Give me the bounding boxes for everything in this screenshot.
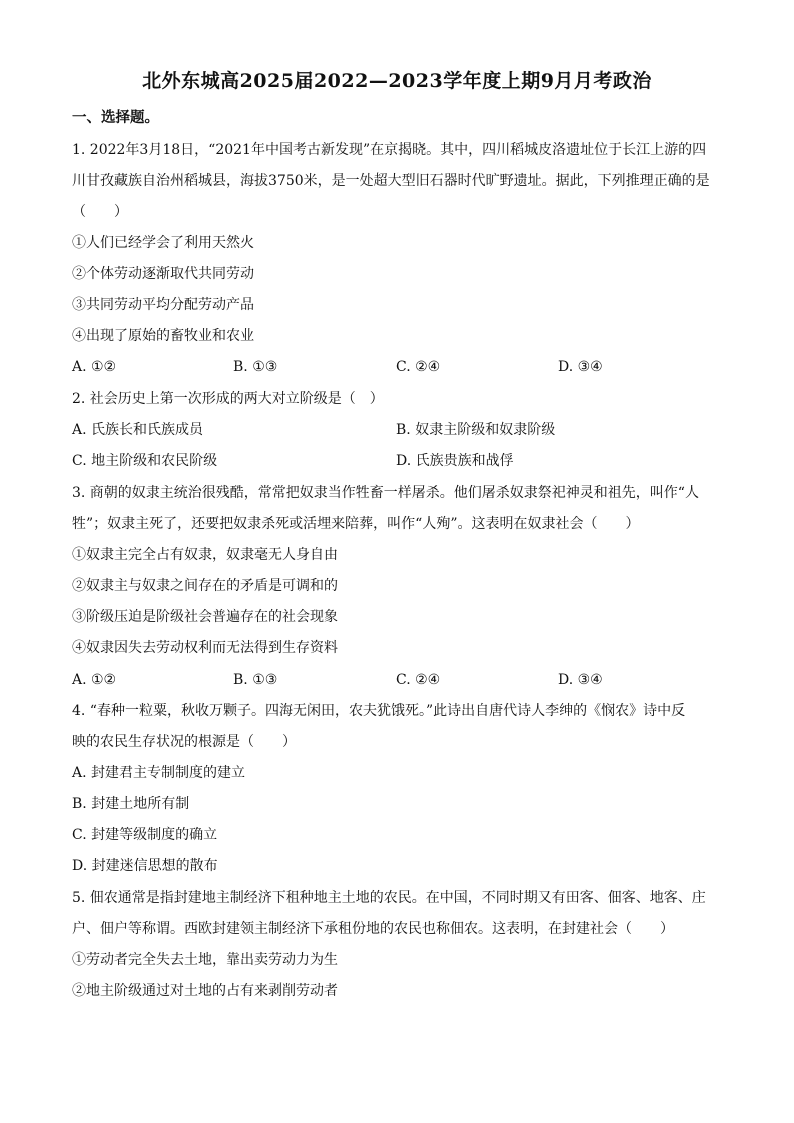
q1-statement-1: ①人们已经学会了利用天然火 [72, 235, 254, 251]
q4-option-c: C. 封建等级制度的确立 [72, 827, 218, 843]
q4-option-d: D. 封建迷信思想的散布 [72, 858, 218, 874]
q5-statement-1: ①劳动者完全失去土地，靠出卖劳动力为生 [72, 952, 338, 968]
q3-option-d: D. ③④ [558, 672, 603, 688]
q1-option-a: A. ①② [72, 359, 117, 375]
q5-stem-line-2: 户、佃户等称谓。西欧封建领主制经济下承租份地的农民也称佃农。这表明，在封建社会（ ） [72, 921, 674, 937]
q1-stem-line-3: （ ） [72, 204, 128, 220]
section-heading: 一、选择题。 [72, 109, 159, 126]
q1-stem-line-1: 1. 2022年3月18日，“2021年中国考古新发现”在京揭晓。其中，四川稻城皮洛遗址位于长江上游的四 [72, 142, 707, 158]
q5-stem-line-1: 5. 佃农通常是指封建地主制经济下租种地主土地的农民。在中国，不同时期又有田客、佃客、地客、庄 [72, 890, 706, 906]
q2-option-b: B. 奴隶主阶级和奴隶阶级 [396, 422, 556, 438]
q1-statement-2: ②个体劳动逐渐取代共同劳动 [72, 266, 254, 282]
q1-statement-4: ④出现了原始的畜牧业和农业 [72, 328, 254, 344]
page-title: 北外东城高2025届2022—2023学年度上期9月月考政治 [142, 70, 652, 92]
q3-stem-line-1: 3. 商朝的奴隶主统治很残酷，常常把奴隶当作牲畜一样屠杀。他们屠杀奴隶祭祀神灵和祖先，叫作“人 [72, 485, 699, 501]
q4-stem-line-2: 映的农民生存状况的根源是（ ） [72, 734, 296, 750]
q4-option-a: A. 封建君主专制制度的建立 [72, 765, 246, 781]
q1-option-b: B. ①③ [233, 359, 278, 375]
q3-statement-1: ①奴隶主完全占有奴隶，奴隶毫无人身自由 [72, 547, 338, 563]
q2-stem: 2. 社会历史上第一次形成的两大对立阶级是（ ） [72, 391, 384, 407]
q3-statement-4: ④奴隶因失去劳动权利而无法得到生存资料 [72, 640, 338, 656]
q5-statement-2: ②地主阶级通过对土地的占有来剥削劳动者 [72, 983, 338, 999]
q4-option-b: B. 封建土地所有制 [72, 796, 190, 812]
q3-option-a: A. ①② [72, 672, 117, 688]
q3-option-c: C. ②④ [396, 672, 441, 688]
q4-stem-line-1: 4. “春种一粒粟，秋收万颗子。四海无闲田，农夫犹饿死。”此诗出自唐代诗人李绅的《悯农》诗中反 [72, 703, 686, 719]
q2-option-a: A. 氏族长和氏族成员 [72, 422, 204, 438]
q3-option-b: B. ①③ [233, 672, 278, 688]
q1-stem-line-2: 川甘孜藏族自治州稻城县，海拔3750米，是一处超大型旧石器时代旷野遗址。据此，下列推理正确的是 [72, 173, 710, 189]
q3-statement-2: ②奴隶主与奴隶之间存在的矛盾是可调和的 [72, 578, 338, 594]
q2-option-d: D. 氏族贵族和战俘 [396, 453, 514, 469]
q1-statement-3: ③共同劳动平均分配劳动产品 [72, 297, 254, 313]
q1-option-c: C. ②④ [396, 359, 441, 375]
q3-statement-3: ③阶级压迫是阶级社会普遍存在的社会现象 [72, 609, 338, 625]
q3-stem-line-2: 牲”；奴隶主死了，还要把奴隶杀死或活埋来陪葬，叫作“人殉”。这表明在奴隶社会（ ） [72, 516, 640, 532]
q1-option-d: D. ③④ [558, 359, 603, 375]
q2-option-c: C. 地主阶级和农民阶级 [72, 453, 218, 469]
